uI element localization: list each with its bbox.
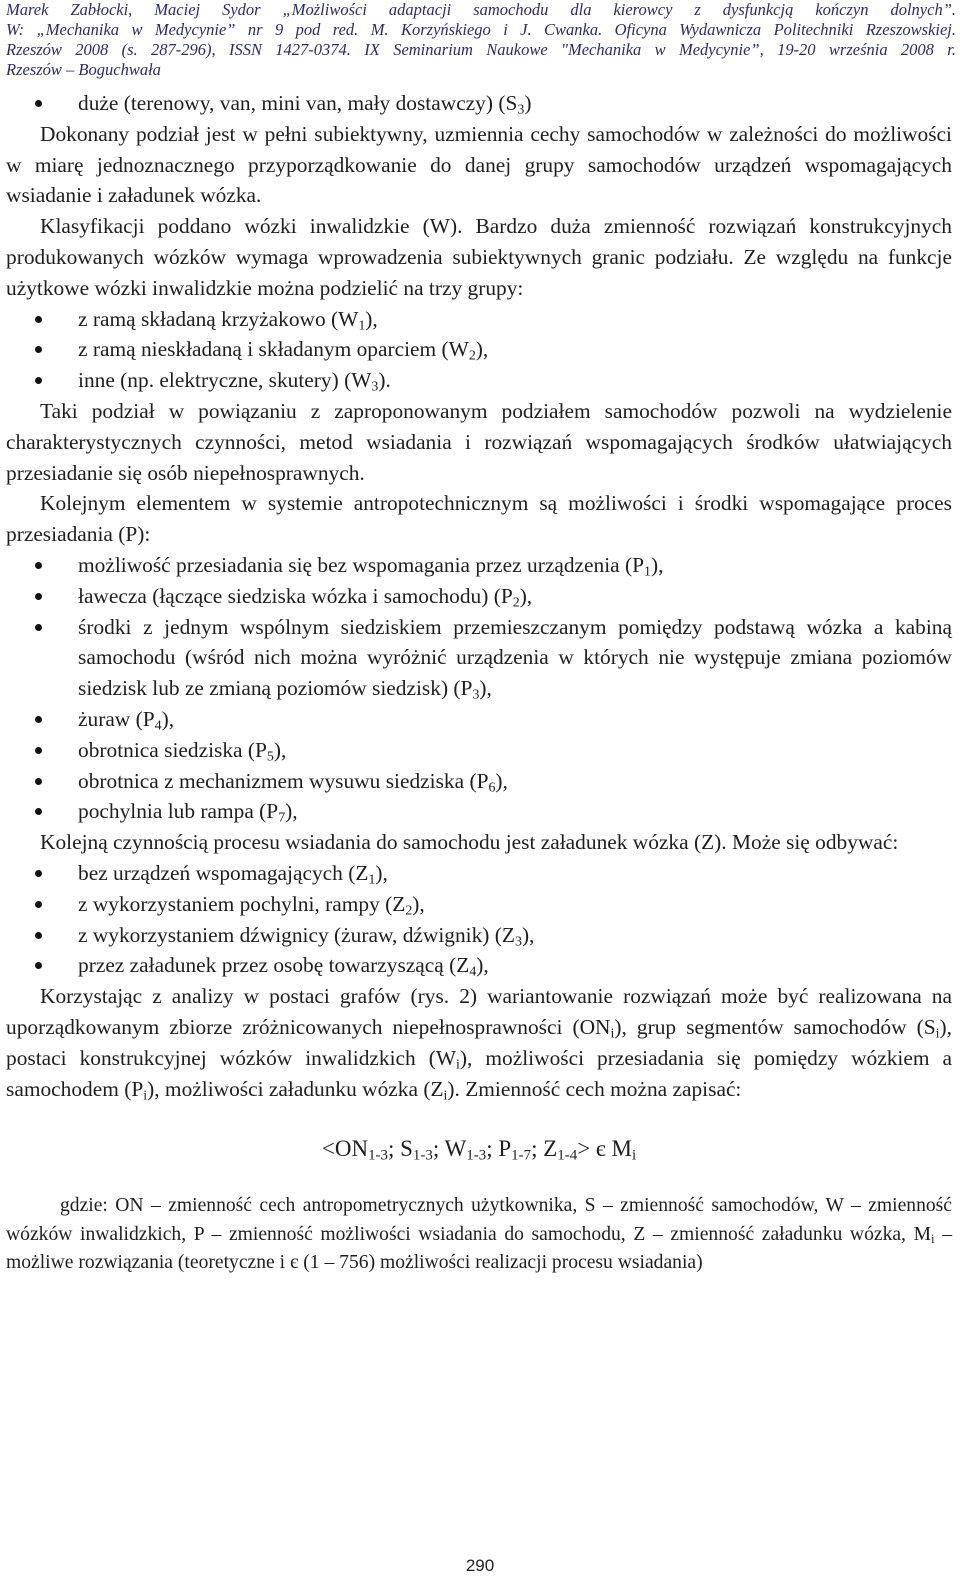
list-item: bez urządzeń wspomagających $(Z_1)$, (6, 858, 952, 889)
list-item: inne (np. elektryczne, skutery) $(W_3)$. (6, 365, 952, 396)
list-item: z wykorzystaniem dźwignicy (żuraw, dźwignik) $(Z_3)$, (6, 920, 952, 951)
list-item: z ramą składaną krzyżakowo $(W_1)$, (6, 304, 952, 335)
paragraph: Kolejną czynnością procesu wsiadania do samochodu jest załadunek wózka (Z). Może się odbywać: (40, 830, 899, 855)
list-item: pochylnia lub rampa $(P_7)$, (6, 796, 952, 827)
body-text (6, 88, 952, 1278)
page-number: 290 (465, 1556, 495, 1575)
list-item: przez załadunek przez osobę towarzyszącą $(Z_4)$, (6, 950, 952, 981)
transfer-list (6, 550, 952, 827)
list-item: z ramą nieskładaną i składanym oparciem $(W_2)$, (6, 334, 952, 365)
paragraph: Taki podział w powiązaniu z zaproponowanym podziałem samochodów pozwoli na wydzielenie charakterystycznych czynności, metod wsiadania i rozwiązań wspomagających środków ułatwiających przesiadanie się osób niepełnosprawnych. (6, 398, 952, 485)
car-category-list (6, 88, 952, 119)
formula: $<ON_{1-3}$; $S_{1-3}$; $W_{1-3}$; $P_{1-7}$; $Z_{1-4}> є$ $M_i$ (321, 1136, 637, 1165)
header-line-1: Marek Zabłocki, Maciej Sydor „Możliwości adaptacji samochodu dla kierowcy z dysfunkcją kończyn dolnych”. (6, 0, 956, 19)
header-line-3: Rzeszów 2008 (s. 287-296), ISSN 1427-0374. IX Seminarium Naukowe "Mechanika w Medycynie”, 19-20 września 2008 r. (6, 40, 956, 59)
list-item: środki z jednym wspólnym siedziskiem przemieszczanym pomiędzy podstawą wózka a kabiną samochodu (wśród nich można wyróżnić urządzenia w których nie występuje zmiana poziomów siedzisk lub ze zmianą poziomów siedzisk) $(P_3)$, (6, 612, 952, 704)
header-line-4: Rzeszów – Boguchwała (6, 60, 161, 79)
loading-list (6, 858, 952, 981)
wheelchair-list (6, 304, 952, 396)
paragraph: Dokonany podział jest w pełni subiektywny, uzmiennia cechy samochodów w zależności do możliwości w miarę jednoznacznego przyporządkowanie do danej grupy samochodów urządzeń wspomagających wsiadanie i załadunek wózka. (6, 121, 952, 208)
list-item: żuraw $(P_4)$, (6, 704, 952, 735)
list-item: z wykorzystaniem pochylni, rampy $(Z_2)$, (6, 889, 952, 920)
citation-header (6, 0, 956, 80)
paragraph: Korzystając z analizy w postaci grafów (rys. 2) wariantowanie rozwiązań może być realizowana na uporządkowanym zbiorze zróżnicowanych niepełnosprawności $(ON_i)$, grup segmentów samochodów $(S_i)$, postaci konstrukcyjnej wózków inwalidzkich $(W_i)$, możliwości przesiadania się pomiędzy wózkiem a samochodem $(P_i)$, możliwości załadunku wózka $(Z_i)$. Zmienność cech można zapisać: (6, 984, 952, 1103)
paragraph: Klasyfikacji poddano wózki inwalidzkie (W). Bardzo duża zmienność rozwiązań konstrukcyjnych produkowanych wózków wymaga wprowadzenia subiektywnych granic podziału. Ze względu na funkcje użytkowe wózki inwalidzkie można podzielić na trzy grupy: (6, 214, 952, 300)
formula-legend: gdzie: ON – zmienność cech antropometrycznych użytkownika, S – zmienność samochodów, W – zmienność wózków inwalidzkich, P – zmienność możliwości wsiadania do samochodu, Z – zmienność załadunku wózka, $M_i$ – możliwe rozwiązania (teoretyczne i є (1 – 756) możliwości realizacji procesu wsiadania) (6, 1195, 952, 1274)
paragraph: Kolejnym elementem w systemie antropotechnicznym są możliwości i środki wspomagające proces przesiadania (P): (6, 491, 952, 547)
list-item: ławecza (łączące siedziska wózka i samochodu) $(P_2)$, (6, 581, 952, 612)
list-item: duże (terenowy, van, mini van, mały dostawczy) $(S_3)$ (6, 88, 952, 119)
header-line-2: W: „Mechanika w Medycynie” nr 9 pod red. M. Korzyńskiego i J. Cwanka. Oficyna Wydawnicza Politechniki Rzeszowskiej. (6, 20, 956, 39)
list-item: możliwość przesiadania się bez wspomagania przez urządzenia $(P_1)$, (6, 550, 952, 581)
list-item: obrotnica siedziska $(P_5)$, (6, 735, 952, 766)
list-item: obrotnica z mechanizmem wysuwu siedziska $(P_6)$, (6, 766, 952, 797)
